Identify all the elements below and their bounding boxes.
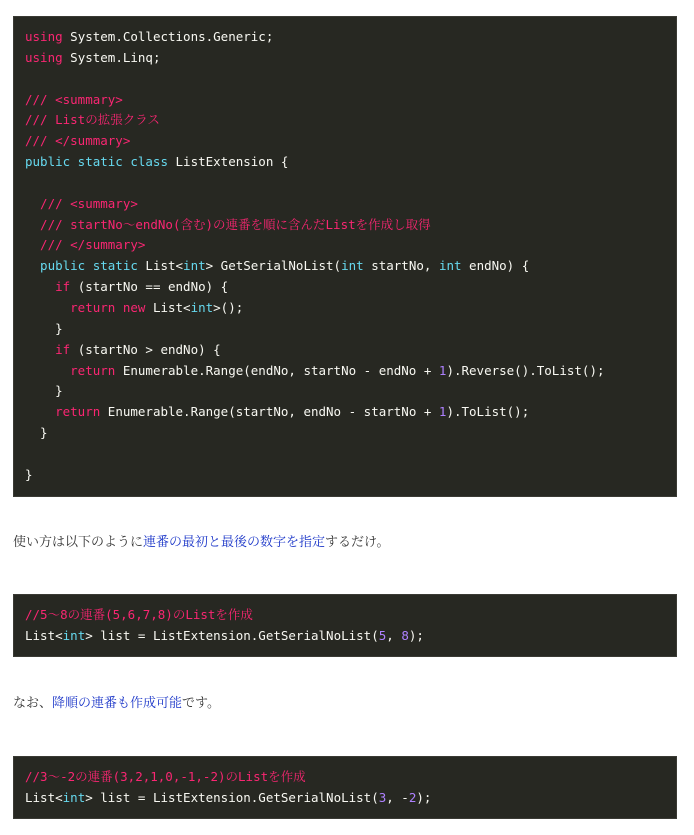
code-token [25, 342, 55, 357]
descending-paragraph [13, 694, 220, 714]
code-token: ); [416, 789, 432, 805]
code-token: List< [25, 627, 63, 643]
code-token: } [25, 466, 33, 482]
code-line [25, 27, 676, 48]
code-token: > list = ListExtension.GetSerialNoList( [85, 789, 379, 805]
code-line [25, 215, 676, 236]
code-line [25, 235, 676, 256]
code-token: > GetSerialNoList( [205, 258, 342, 274]
code-token: (startNo == endNo) { [70, 279, 229, 295]
code-block-ascending-example [13, 594, 677, 657]
code-token: System.Linq; [62, 49, 161, 65]
code-token: return [55, 404, 101, 420]
code-line [25, 173, 676, 194]
code-token: startNo, [363, 258, 439, 274]
code-token: 1 [438, 404, 447, 420]
code-token: 8 [401, 627, 409, 643]
code-token: List< [145, 299, 191, 315]
code-token: /// </summary> [25, 133, 131, 149]
code-line [25, 256, 676, 277]
code-line [25, 277, 676, 298]
code-token: int [62, 627, 86, 643]
code-token: return [70, 362, 116, 378]
code-content [14, 595, 676, 647]
code-token: return new [70, 299, 146, 315]
code-token [25, 363, 70, 378]
code-token: List< [25, 789, 63, 805]
code-token: int [190, 299, 214, 315]
code-line [25, 465, 676, 486]
code-token: 1 [438, 362, 447, 378]
code-line [25, 90, 676, 111]
code-token: using [25, 49, 63, 65]
code-line [25, 423, 676, 444]
usage-highlight: 連番の最初と最後の数字を指定 [143, 535, 326, 550]
code-line [25, 298, 676, 319]
descending-highlight: 降順の連番も作成可能 [52, 696, 183, 711]
code-line [25, 605, 676, 626]
code-line [25, 152, 676, 173]
code-line [25, 402, 676, 423]
code-line [25, 131, 676, 152]
code-token: List< [137, 258, 184, 274]
code-token [25, 300, 70, 315]
code-token: /// Listの拡張クラス [25, 112, 160, 128]
code-token: /// startNo～endNo(含む)の連番を順に含んだListを作成し取得 [25, 216, 431, 232]
code-line [25, 319, 676, 340]
code-token: using [25, 29, 63, 44]
code-token: if [55, 341, 71, 357]
code-token: ).Reverse().ToList(); [446, 362, 605, 378]
usage-text-after: するだけ。 [325, 535, 390, 550]
code-token: //3～-2の連番(3,2,1,0,-1,-2)のListを作成 [25, 769, 306, 784]
code-line [25, 767, 676, 788]
descending-text-after: です。 [182, 696, 220, 711]
code-token: >(); [213, 299, 244, 315]
code-token: //5～8の連番(5,6,7,8)のListを作成 [25, 607, 253, 622]
code-block-extension-class [13, 16, 677, 497]
code-line [25, 194, 676, 215]
code-token: public static class [25, 154, 168, 170]
code-line [25, 69, 676, 90]
code-line [25, 381, 676, 402]
code-token: , [386, 627, 402, 643]
code-token: int [341, 258, 364, 274]
code-token: > list = ListExtension.GetSerialNoList( [85, 627, 379, 643]
code-token: /// <summary> [25, 195, 138, 211]
code-token: int [438, 258, 462, 274]
code-line [25, 361, 676, 382]
code-token: public static [25, 258, 138, 274]
code-token: 5 [378, 627, 387, 643]
code-token: /// </summary> [25, 237, 146, 253]
code-content [14, 757, 676, 809]
code-token: ListExtension { [168, 154, 289, 170]
code-token: System.Collections.Generic; [62, 29, 274, 44]
code-line [25, 788, 676, 809]
code-token: endNo) { [461, 258, 530, 274]
code-token: Enumerable.Range(endNo, startNo - endNo + [115, 362, 439, 378]
code-token: } [25, 425, 48, 441]
code-line [25, 340, 676, 361]
code-line [25, 626, 676, 647]
code-token: int [62, 789, 86, 805]
descending-text-before: なお、 [13, 696, 53, 711]
code-token: 3 [378, 789, 387, 805]
code-token: ).ToList(); [446, 404, 530, 420]
code-token: , - [386, 789, 409, 805]
code-token: 2 [408, 789, 417, 805]
usage-paragraph [13, 533, 390, 553]
code-line [25, 48, 676, 69]
code-token: /// <summary> [25, 91, 123, 107]
code-token: int [183, 258, 206, 274]
code-token [25, 279, 55, 294]
code-token: if [55, 279, 71, 295]
usage-text-before: 使い方は以下のように [13, 535, 144, 550]
code-token [25, 404, 55, 419]
code-token: } [25, 320, 63, 336]
code-content [14, 17, 676, 486]
code-token: } [25, 383, 63, 399]
code-token: Enumerable.Range(startNo, endNo - startNo + [100, 404, 439, 420]
code-token: ); [408, 627, 424, 643]
code-line [25, 444, 676, 465]
code-line [25, 110, 676, 131]
code-token: (startNo > endNo) { [70, 341, 221, 357]
code-block-descending-example [13, 756, 677, 819]
